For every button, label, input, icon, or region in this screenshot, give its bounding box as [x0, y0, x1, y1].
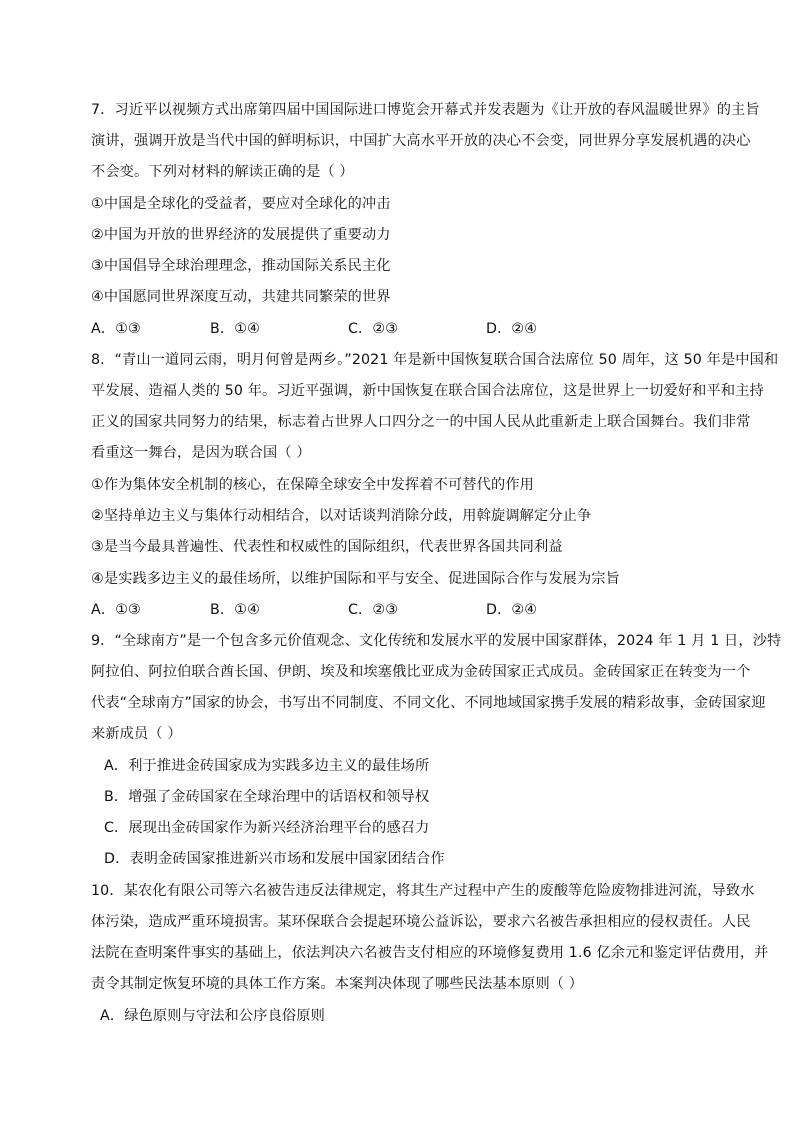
question-8-line-1: 8．“青山一道同云雨，明月何曾是两乡。”2021 年是新中国恢复联合国合法席位 50 周年，这 50 年是中国和 — [91, 352, 779, 368]
choice-a[interactable]: A．①③ — [91, 321, 141, 337]
question-10-option-a[interactable]: A．绿色原则与守法和公序良俗原则 — [100, 1008, 325, 1024]
choice-a[interactable]: A．①③ — [91, 602, 141, 618]
question-8-line-2: 平发展、造福人类的 50 年。习近平强调，新中国恢复在联合国合法席位，这是世界上一切爱好和平和主持 — [91, 383, 764, 399]
question-7-statement-4: ④中国愿同世界深度互动，共建共同繁荣的世界 — [91, 289, 391, 305]
question-9-line-4: 来新成员（ ） — [91, 726, 182, 742]
question-8-line-3: 正义的国家共同努力的结果，标志着占世界人口四分之一的中国人民从此重新走上联合国舞台。我们非常 — [91, 414, 751, 430]
question-9-option-a[interactable]: A．利于推进金砖国家成为实践多边主义的最佳场所 — [104, 758, 430, 774]
choice-d[interactable]: D．②④ — [486, 602, 538, 618]
question-9-option-d[interactable]: D．表明金砖国家推进新兴市场和发展中国家团结合作 — [104, 851, 445, 867]
question-10-line-1: 10．某农化有限公司等六名被告违反法律规定，将其生产过程中产生的废酸等危险废物排进河流，导致水 — [91, 883, 755, 899]
question-7-statement-3: ③中国倡导全球治理理念，推动国际关系民主化 — [91, 258, 391, 274]
question-7-line-1: 7．习近平以视频方式出席第四届中国国际进口博览会开幕式并发表题为《让开放的春风温暖世界》的主旨 — [91, 102, 760, 118]
question-10-line-2: 体污染，造成严重环境损害。某环保联合会提起环境公益诉讼，要求六名被告承担相应的侵权责任。人民 — [91, 914, 751, 930]
choice-c[interactable]: C．②③ — [348, 602, 399, 618]
choice-b[interactable]: B．①④ — [210, 602, 260, 618]
choice-c[interactable]: C．②③ — [348, 321, 399, 337]
question-7-statement-1: ①中国是全球化的受益者，要应对全球化的冲击 — [91, 196, 391, 212]
question-9-option-b[interactable]: B．增强了金砖国家在全球治理中的话语权和领导权 — [104, 789, 430, 805]
question-7-line-2: 演讲，强调开放是当代中国的鲜明标识，中国扩大高水平开放的决心不会变，同世界分享发展机遇的决心 — [91, 133, 751, 149]
question-7-statement-2: ②中国为开放的世界经济的发展提供了重要动力 — [91, 227, 391, 243]
question-9-line-2: 阿拉伯、阿拉伯联合酋长国、伊朗、埃及和埃塞俄比亚成为金砖国家正式成员。金砖国家正在转变为一个 — [91, 664, 751, 680]
question-9-line-1: 9．“全球南方”是一个包含多元价值观念、文化传统和发展水平的发展中国家群体，2024 年 1 月 1 日，沙特 — [91, 633, 782, 649]
question-8-line-4: 看重这一舞台，是因为联合国（ ） — [91, 445, 311, 461]
question-10-line-4: 责令其制定恢复环境的具体工作方案。本案判决体现了哪些民法基本原则（ ） — [91, 976, 584, 992]
question-9-line-3: 代表“全球南方”国家的协会，书写出不同制度、不同文化、不同地域国家携手发展的精彩故事，金砖国家迎 — [91, 695, 766, 711]
question-7-line-3: 不会变。下列对材料的解读正确的是（ ） — [91, 164, 354, 180]
choice-b[interactable]: B．①④ — [210, 321, 260, 337]
choice-d[interactable]: D．②④ — [486, 321, 538, 337]
question-8-statement-4: ④是实践多边主义的最佳场所，以维护国际和平与安全、促进国际合作与发展为宗旨 — [91, 571, 621, 587]
question-7-choices — [0, 317, 794, 341]
question-10-line-3: 法院在查明案件事实的基础上，依法判决六名被告支付相应的环境修复费用 1.6 亿余元和鉴定评估费用，并 — [91, 945, 769, 961]
question-9-option-c[interactable]: C．展现出金砖国家作为新兴经济治理平台的感召力 — [104, 820, 430, 836]
question-8-choices — [0, 598, 794, 622]
question-8-statement-2: ②坚持单边主义与集体行动相结合，以对话谈判消除分歧，用斡旋调解定分止争 — [91, 508, 592, 524]
question-8-statement-1: ①作为集体安全机制的核心，在保障全球安全中发挥着不可替代的作用 — [91, 477, 534, 493]
question-8-statement-3: ③是当今最具普遍性、代表性和权威性的国际组织，代表世界各国共同利益 — [91, 539, 563, 555]
